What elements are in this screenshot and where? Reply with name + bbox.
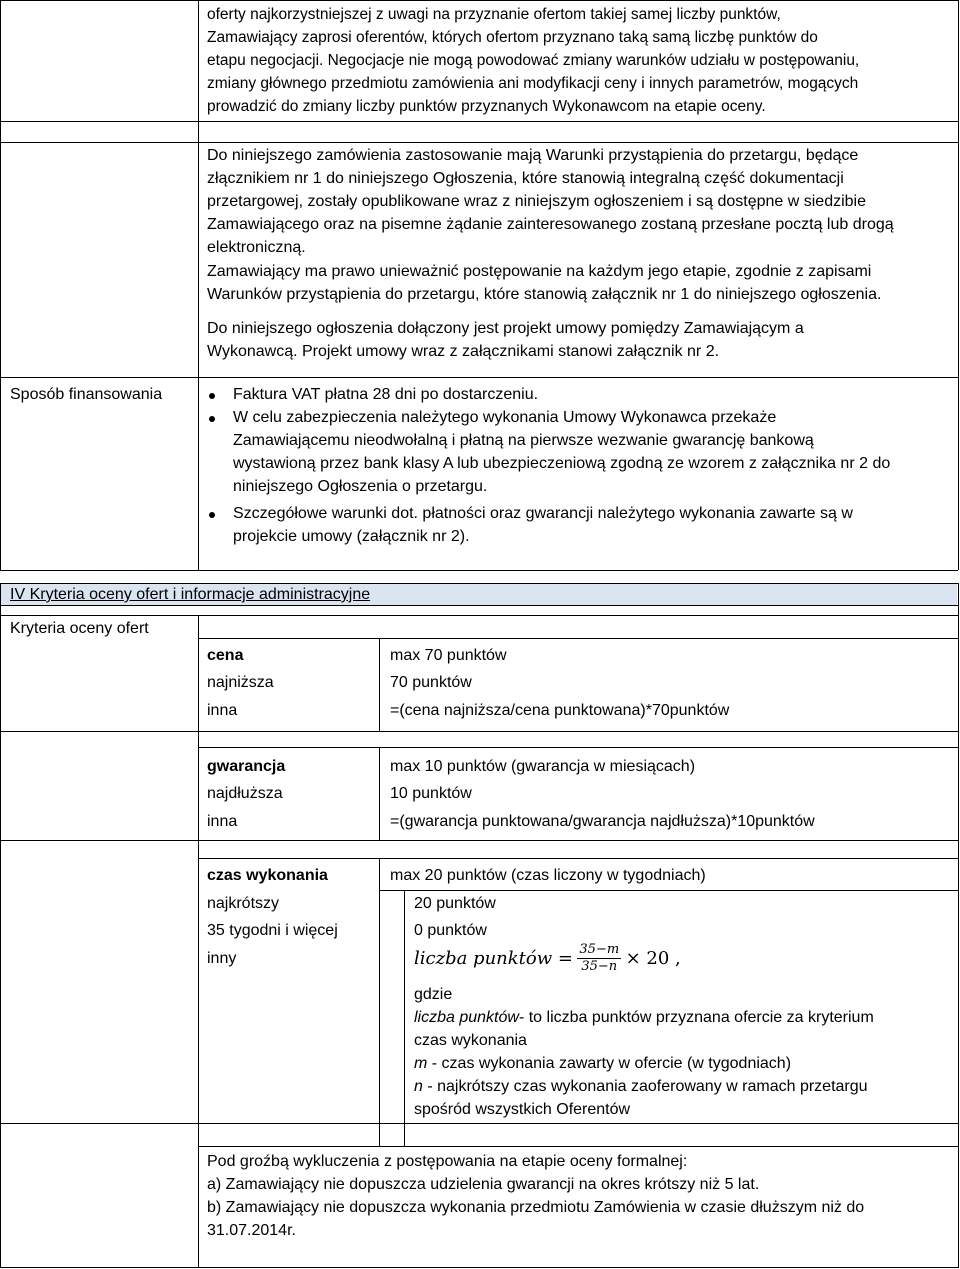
cena-name: cena bbox=[207, 647, 244, 664]
gwarancja-row2-value: 10 punktów bbox=[390, 785, 472, 802]
definition-3: n - najkrótszy czas wykonania zaoferowany w ramach przetargu bbox=[414, 1078, 868, 1095]
intro-paragraph: oferty najkorzystniejszej z uwagi na przyznanie ofertom takiej samej liczby punktów, Zamawiający zaprosi oferentów, których ofertom przyznano taką samą liczbę punktów do etapu negocjacji. Negocjacje nie mogą powodować zmiany warunków udziału w postępowaniu, zmiany głównego przedmiotu zamówienia ani modyfikacji ceny i innych parametrów, mogących prowadzić do zmiany liczby punktów przyznanych Wykonawcom na etapie oceny. bbox=[207, 6, 860, 115]
gwarancja-name: gwarancja bbox=[207, 758, 286, 775]
formula-fraction bbox=[577, 942, 621, 975]
czas-row2-label: najkrótszy bbox=[207, 895, 280, 912]
cena-row2-value: 70 punktów bbox=[390, 674, 472, 691]
definition-3-cont: spośród wszystkich Oferentów bbox=[414, 1101, 631, 1118]
formula-numerator: 35−m bbox=[579, 942, 620, 957]
cena-name-value: max 70 punktów bbox=[390, 647, 507, 664]
bullet-icon bbox=[209, 393, 215, 399]
cena-row2-label: najniższa bbox=[207, 674, 274, 691]
definition-2: m - czas wykonania zawarty w ofercie (w tygodniach) bbox=[414, 1055, 792, 1072]
formula-denominator: 35−n bbox=[581, 959, 618, 974]
cena-row3-value: =(cena najniższa/cena punktowana)*70punktów bbox=[390, 702, 730, 719]
gdzie-label: gdzie bbox=[414, 986, 453, 1003]
gwarancja-name-value: max 10 punktów (gwarancja w miesiącach) bbox=[390, 758, 696, 775]
czas-row2-value: 20 punktów bbox=[414, 895, 496, 912]
umowa-paragraph: Do niniejszego ogłoszenia dołączony jest projekt umowy pomiędzy Zamawiającym a Wykonawcą. Projekt umowy wraz z załącznikami stanowi załącznik nr 2. bbox=[207, 320, 804, 360]
gwarancja-row3-label: inna bbox=[207, 813, 238, 830]
bullet-icon bbox=[209, 512, 215, 518]
czas-row3-label: 35 tygodni i więcej bbox=[207, 922, 338, 939]
criteria-label: Kryteria oceny ofert bbox=[10, 620, 149, 637]
czas-name: czas wykonania bbox=[207, 867, 328, 884]
formula-lhs: liczba punktów = bbox=[414, 948, 573, 969]
definition-1-cont: czas wykonania bbox=[414, 1032, 527, 1049]
warunki-paragraph: Do niniejszego zamówienia zastosowanie mają Warunki przystąpienia do przetargu, będące złącznikiem nr 1 do niniejszego Ogłoszenia, które stanowią integralną część dokumentacji przetargowej, zostały opublikowane wraz z niniejszym ogłoszeniem i są dostępne w siedzibie Zamawiającego oraz na pisemne żądanie zainteresowanego zostaną przesłane pocztą lub drogą elektroniczną. bbox=[207, 147, 894, 256]
cena-row3-label: inna bbox=[207, 702, 238, 719]
financing-bullet-2: W celu zabezpieczenia należytego wykonania Umowy Wykonawca przekaże Zamawiającemu nieodwołalną i płatną na pierwsze wezwanie gwarancję bankową wystawioną przez bank klasy A lub ubezpieczeniową zgodną ze wzorem z załącznika nr 2 do niniejszego Ogłoszenia o przetargu. bbox=[233, 409, 891, 495]
financing-bullet-3: Szczegółowe warunki dot. płatności oraz gwarancji należytego wykonania zawarte są w projekcie umowy (załącznik nr 2). bbox=[233, 505, 853, 545]
czas-row4-label: inny bbox=[207, 950, 237, 967]
gwarancja-row3-value: =(gwarancja punktowana/gwarancja najdłuższa)*10punktów bbox=[390, 813, 815, 830]
uniewaznienie-paragraph: Zamawiający ma prawo unieważnić postępowanie na każdym jego etapie, zgodnie z zapisami Warunków przystąpienia do przetargu, które stanowią załącznik nr 1 do niniejszego ogłoszenia. bbox=[207, 263, 882, 303]
definition-1: liczba punktów- to liczba punktów przyznana ofercie za kryterium bbox=[414, 1009, 874, 1026]
czas-row3-value: 0 punktów bbox=[414, 922, 487, 939]
gwarancja-row2-label: najdłuższa bbox=[207, 785, 283, 802]
financing-bullet-1: Faktura VAT płatna 28 dni po dostarczeniu. bbox=[233, 386, 539, 403]
exclusion-paragraph: Pod groźbą wykluczenia z postępowania na etapie oceny formalnej: a) Zamawiający nie dopuszcza udzielenia gwarancji na okres krótszy niż 5 lat. b) Zamawiający nie dopuszcza wykonania przedmiotu Zamówienia w czasie dłuższym niż do 31.07.2014r. bbox=[207, 1153, 865, 1239]
score-formula bbox=[414, 942, 681, 982]
bullet-icon bbox=[209, 416, 215, 422]
formula-rhs: × 20 , bbox=[625, 948, 681, 969]
section-header: IV Kryteria oceny ofert i informacje administracyjne bbox=[10, 586, 371, 603]
financing-label: Sposób finansowania bbox=[10, 386, 163, 403]
czas-name-value: max 20 punktów (czas liczony w tygodniach) bbox=[390, 867, 706, 884]
